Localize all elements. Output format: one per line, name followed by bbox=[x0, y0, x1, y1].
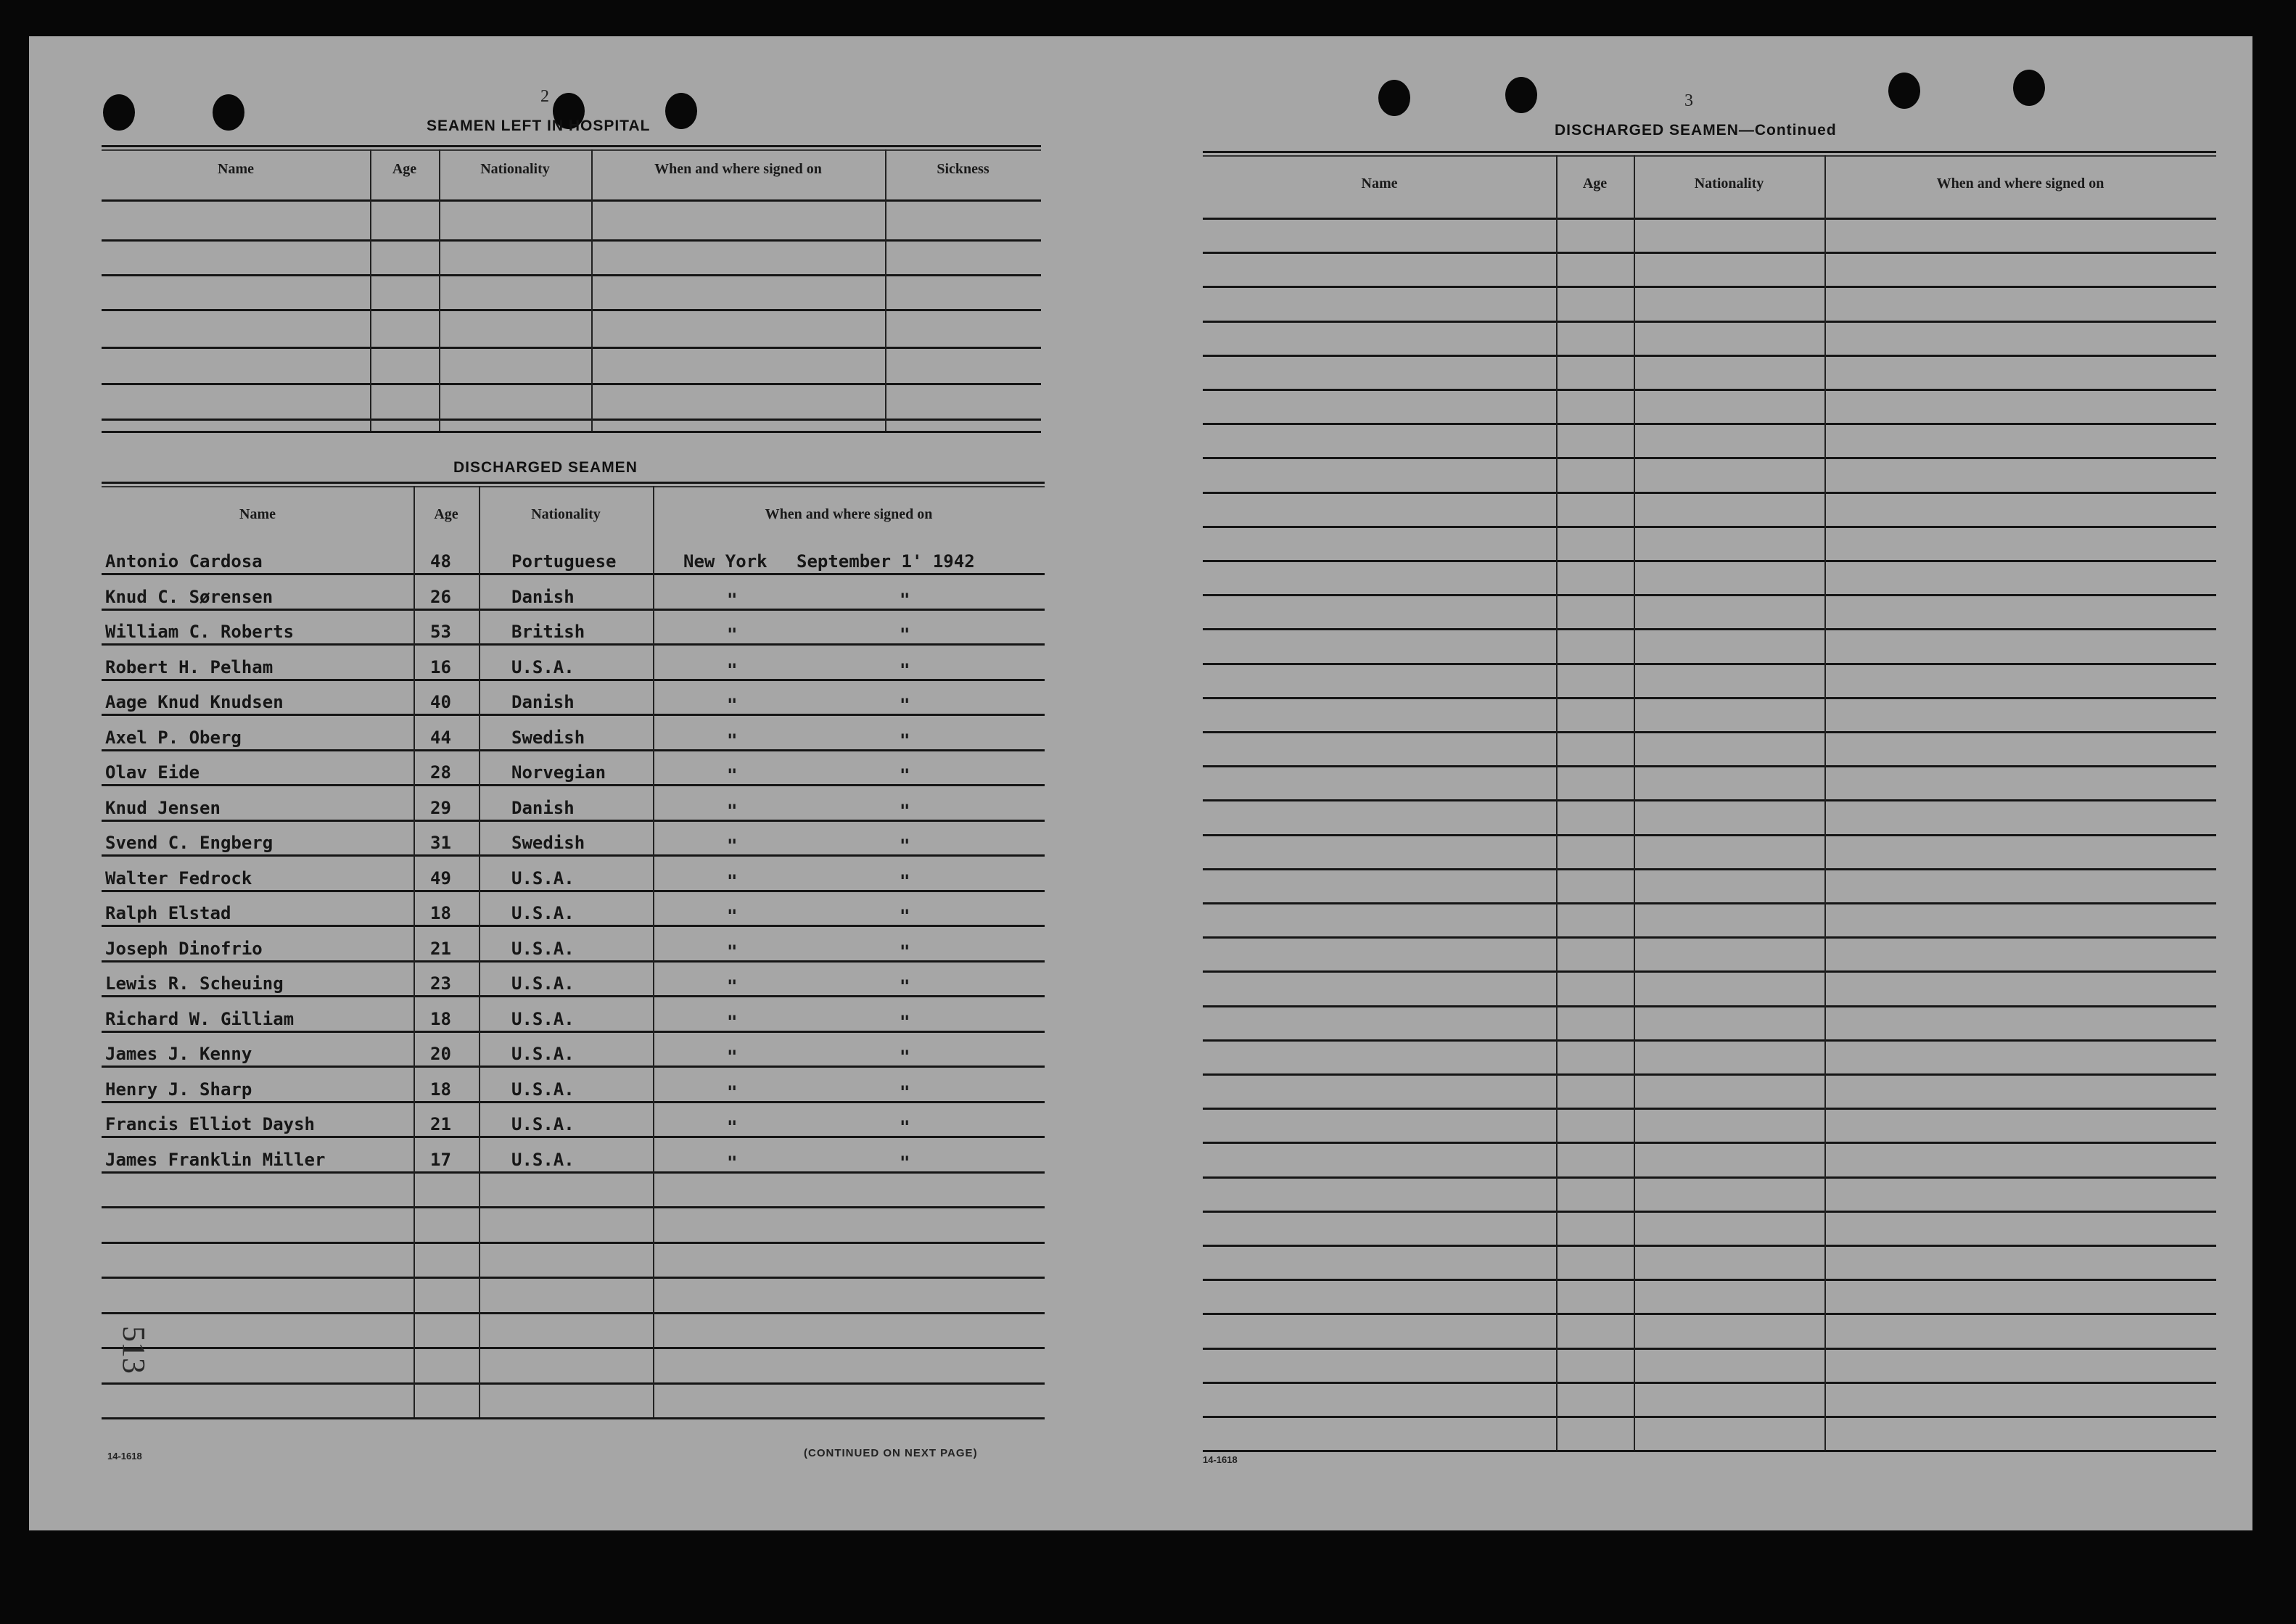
column-header: When and where signed on bbox=[1936, 176, 2104, 191]
ditto-mark: " bbox=[727, 1153, 738, 1173]
seaman-nationality: U.S.A. bbox=[511, 1009, 575, 1029]
row-rule bbox=[1203, 1245, 2216, 1247]
ditto-mark: " bbox=[727, 871, 738, 891]
ditto-mark: " bbox=[727, 695, 738, 715]
row-rule bbox=[102, 239, 1041, 242]
seaman-name: William C. Roberts bbox=[105, 622, 295, 642]
ditto-mark: " bbox=[900, 660, 910, 680]
document-sheet bbox=[29, 36, 2252, 1530]
row-rule bbox=[1203, 868, 2216, 870]
column-header: Age bbox=[392, 161, 417, 177]
row-rule bbox=[102, 383, 1041, 385]
form-number: 14-1618 bbox=[1203, 1454, 1238, 1465]
row-rule bbox=[1203, 1005, 2216, 1007]
ditto-mark: " bbox=[727, 625, 738, 645]
row-rule bbox=[1203, 389, 2216, 391]
table-rule bbox=[102, 482, 1045, 484]
seaman-nationality: U.S.A. bbox=[511, 1114, 575, 1134]
column-header: Name bbox=[218, 161, 254, 177]
ditto-mark: " bbox=[727, 801, 738, 821]
column-rule bbox=[591, 149, 593, 431]
seaman-age: 53 bbox=[430, 622, 451, 642]
column-header: When and where signed on bbox=[765, 506, 933, 522]
seaman-nationality: Danish bbox=[511, 692, 575, 712]
row-rule bbox=[102, 1206, 1045, 1208]
seaman-nationality: U.S.A. bbox=[511, 1150, 575, 1170]
row-rule bbox=[1203, 663, 2216, 665]
row-rule bbox=[1203, 594, 2216, 596]
signed-on-place: New York bbox=[683, 551, 768, 572]
seaman-name: Henry J. Sharp bbox=[105, 1079, 252, 1100]
ditto-mark: " bbox=[900, 1082, 910, 1102]
seaman-age: 17 bbox=[430, 1150, 451, 1170]
row-rule bbox=[1203, 423, 2216, 425]
seaman-name: Walter Fedrock bbox=[105, 868, 252, 889]
seaman-age: 31 bbox=[430, 833, 451, 853]
row-rule bbox=[1203, 1176, 2216, 1179]
row-rule bbox=[102, 309, 1041, 311]
seaman-name: Lewis R. Scheuing bbox=[105, 973, 284, 994]
left-page bbox=[29, 36, 1103, 1530]
seaman-name: Knud Jensen bbox=[105, 798, 221, 818]
ditto-mark: " bbox=[900, 1012, 910, 1032]
row-rule bbox=[1203, 1382, 2216, 1384]
row-rule bbox=[1203, 286, 2216, 288]
ditto-mark: " bbox=[727, 765, 738, 786]
seaman-name: Aage Knud Knudsen bbox=[105, 692, 284, 712]
seaman-name: Ralph Elstad bbox=[105, 903, 231, 923]
row-rule bbox=[1203, 970, 2216, 973]
row-rule bbox=[1203, 834, 2216, 836]
seaman-name: Knud C. Sørensen bbox=[105, 587, 273, 607]
column-rule bbox=[413, 486, 415, 1417]
seaman-name: Francis Elliot Daysh bbox=[105, 1114, 315, 1134]
row-rule bbox=[102, 274, 1041, 276]
continued-section-title: DISCHARGED SEAMEN—Continued bbox=[1555, 122, 1837, 139]
ditto-mark: " bbox=[900, 1047, 910, 1067]
seaman-nationality: Danish bbox=[511, 587, 575, 607]
page-number: 2 bbox=[540, 87, 549, 106]
seaman-name: Richard W. Gilliam bbox=[105, 1009, 295, 1029]
row-rule bbox=[1203, 1348, 2216, 1350]
column-header: Name bbox=[1361, 176, 1398, 191]
column-rule bbox=[653, 486, 654, 1417]
row-rule bbox=[102, 573, 1045, 575]
form-number: 14-1618 bbox=[107, 1451, 142, 1462]
seaman-age: 21 bbox=[430, 1114, 451, 1134]
seaman-name: Axel P. Oberg bbox=[105, 727, 242, 748]
ditto-mark: " bbox=[900, 1117, 910, 1137]
row-rule bbox=[102, 431, 1041, 433]
seaman-name: Antonio Cardosa bbox=[105, 551, 263, 572]
ditto-mark: " bbox=[900, 871, 910, 891]
row-rule bbox=[102, 419, 1041, 421]
ditto-mark: " bbox=[727, 590, 738, 610]
seaman-name: Joseph Dinofrio bbox=[105, 939, 263, 959]
seaman-nationality: U.S.A. bbox=[511, 939, 575, 959]
row-rule bbox=[1203, 1279, 2216, 1281]
column-rule bbox=[885, 149, 886, 431]
seaman-age: 44 bbox=[430, 727, 451, 748]
column-rule bbox=[1634, 155, 1635, 1450]
seaman-age: 18 bbox=[430, 903, 451, 923]
row-rule bbox=[102, 347, 1041, 349]
row-rule bbox=[1203, 936, 2216, 939]
seaman-name: Olav Eide bbox=[105, 762, 200, 783]
column-header: Nationality bbox=[480, 161, 550, 177]
ditto-mark: " bbox=[900, 941, 910, 962]
row-rule bbox=[1203, 1108, 2216, 1110]
row-rule bbox=[1203, 560, 2216, 562]
column-rule bbox=[1824, 155, 1826, 1450]
seaman-nationality: U.S.A. bbox=[511, 973, 575, 994]
column-header: Nationality bbox=[531, 506, 601, 522]
column-header: When and where signed on bbox=[654, 161, 822, 177]
seaman-nationality: Danish bbox=[511, 798, 575, 818]
seaman-age: 18 bbox=[430, 1009, 451, 1029]
side-stamp-number: 513 bbox=[116, 1326, 152, 1374]
seaman-age: 40 bbox=[430, 692, 451, 712]
table-rule bbox=[102, 145, 1041, 147]
row-rule bbox=[1203, 1313, 2216, 1315]
column-rule bbox=[479, 486, 480, 1417]
ditto-mark: " bbox=[900, 836, 910, 856]
column-rule bbox=[1556, 155, 1558, 1450]
row-rule bbox=[1203, 1211, 2216, 1213]
column-header: Sickness bbox=[937, 161, 989, 177]
page-number: 3 bbox=[1684, 91, 1693, 110]
seaman-name: Svend C. Engberg bbox=[105, 833, 273, 853]
ditto-mark: " bbox=[727, 836, 738, 856]
row-rule bbox=[1203, 628, 2216, 630]
seaman-nationality: Portuguese bbox=[511, 551, 617, 572]
seaman-nationality: Swedish bbox=[511, 833, 585, 853]
row-rule bbox=[1203, 697, 2216, 699]
column-header: Nationality bbox=[1694, 176, 1764, 191]
seaman-name: Robert H. Pelham bbox=[105, 657, 273, 677]
seaman-age: 16 bbox=[430, 657, 451, 677]
row-rule bbox=[102, 1277, 1045, 1279]
right-page bbox=[1146, 36, 2252, 1530]
row-rule bbox=[1203, 355, 2216, 357]
row-rule bbox=[1203, 457, 2216, 459]
seaman-age: 23 bbox=[430, 973, 451, 994]
ditto-mark: " bbox=[727, 1082, 738, 1102]
seaman-nationality: U.S.A. bbox=[511, 1044, 575, 1064]
row-rule bbox=[1203, 492, 2216, 494]
hospital-section-title: SEAMEN LEFT IN HOSPITAL bbox=[427, 118, 651, 134]
column-header: Age bbox=[434, 506, 458, 522]
seaman-nationality: U.S.A. bbox=[511, 657, 575, 677]
continued-note: (CONTINUED ON NEXT PAGE) bbox=[804, 1447, 978, 1459]
ditto-mark: " bbox=[900, 906, 910, 926]
ditto-mark: " bbox=[727, 1117, 738, 1137]
column-header: Age bbox=[1582, 176, 1608, 191]
ditto-mark: " bbox=[727, 730, 738, 751]
row-rule bbox=[102, 1382, 1045, 1385]
row-rule bbox=[1203, 765, 2216, 767]
seaman-name: James Franklin Miller bbox=[105, 1150, 326, 1170]
seaman-nationality: U.S.A. bbox=[511, 1079, 575, 1100]
seaman-name: James J. Kenny bbox=[105, 1044, 252, 1064]
table-rule bbox=[102, 149, 1041, 151]
ditto-mark: " bbox=[900, 590, 910, 610]
ditto-mark: " bbox=[727, 941, 738, 962]
seaman-age: 29 bbox=[430, 798, 451, 818]
row-rule bbox=[1203, 321, 2216, 323]
table-rule bbox=[1203, 151, 2216, 153]
ditto-mark: " bbox=[900, 801, 910, 821]
seaman-nationality: Swedish bbox=[511, 727, 585, 748]
signed-on-date: September 1' 1942 bbox=[797, 551, 975, 572]
row-rule bbox=[1203, 1073, 2216, 1076]
row-rule bbox=[1203, 1450, 2216, 1452]
seaman-nationality: U.S.A. bbox=[511, 868, 575, 889]
ditto-mark: " bbox=[900, 625, 910, 645]
ditto-mark: " bbox=[727, 660, 738, 680]
row-rule bbox=[1203, 731, 2216, 733]
seaman-age: 48 bbox=[430, 551, 451, 572]
ditto-mark: " bbox=[727, 976, 738, 997]
ditto-mark: " bbox=[900, 1153, 910, 1173]
row-rule bbox=[1203, 526, 2216, 528]
row-rule bbox=[1203, 218, 2216, 220]
column-rule bbox=[370, 149, 371, 431]
table-rule bbox=[102, 486, 1045, 487]
seaman-age: 20 bbox=[430, 1044, 451, 1064]
row-rule bbox=[1203, 1416, 2216, 1418]
ditto-mark: " bbox=[727, 1012, 738, 1032]
seaman-age: 49 bbox=[430, 868, 451, 889]
ditto-mark: " bbox=[900, 730, 910, 751]
ditto-mark: " bbox=[900, 695, 910, 715]
seaman-nationality: Norvegian bbox=[511, 762, 606, 783]
seaman-age: 26 bbox=[430, 587, 451, 607]
ditto-mark: " bbox=[900, 765, 910, 786]
seaman-age: 21 bbox=[430, 939, 451, 959]
column-header: Name bbox=[239, 506, 276, 522]
row-rule bbox=[102, 1242, 1045, 1244]
ditto-mark: " bbox=[727, 906, 738, 926]
row-rule bbox=[102, 1312, 1045, 1314]
seaman-age: 18 bbox=[430, 1079, 451, 1100]
table-rule bbox=[1203, 155, 2216, 157]
row-rule bbox=[1203, 902, 2216, 904]
row-rule bbox=[1203, 799, 2216, 801]
row-rule bbox=[102, 1347, 1045, 1349]
row-rule bbox=[1203, 252, 2216, 254]
discharged-section-title: DISCHARGED SEAMEN bbox=[453, 459, 638, 476]
seaman-nationality: British bbox=[511, 622, 585, 642]
seaman-nationality: U.S.A. bbox=[511, 903, 575, 923]
column-rule bbox=[439, 149, 440, 431]
seaman-age: 28 bbox=[430, 762, 451, 783]
row-rule bbox=[102, 199, 1041, 202]
ditto-mark: " bbox=[900, 976, 910, 997]
row-rule bbox=[102, 1417, 1045, 1419]
row-rule bbox=[1203, 1142, 2216, 1144]
row-rule bbox=[1203, 1039, 2216, 1042]
ditto-mark: " bbox=[727, 1047, 738, 1067]
